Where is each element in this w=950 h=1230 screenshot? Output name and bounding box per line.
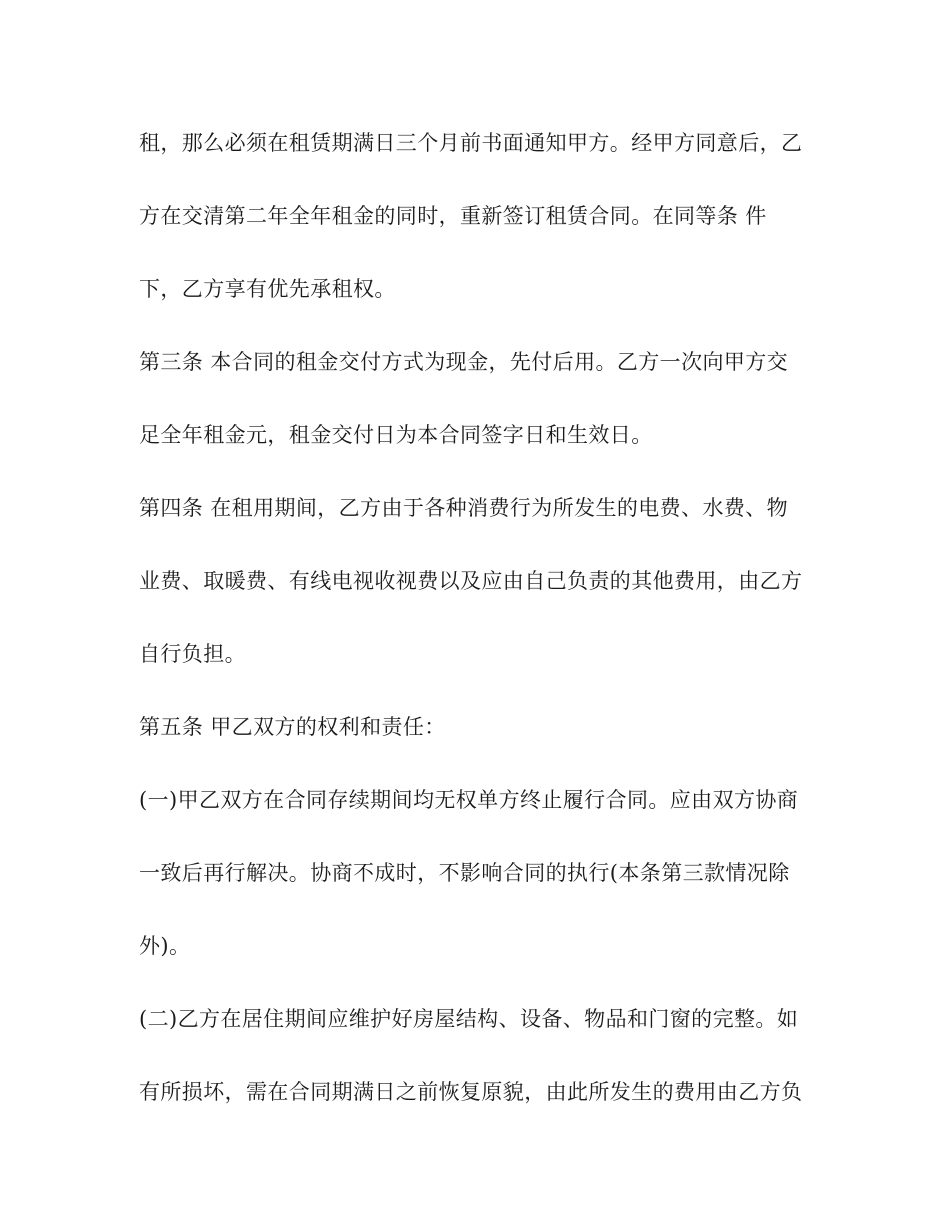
text-line: 外)。 bbox=[139, 934, 191, 958]
text-line: 一致后再行解决。协商不成时，不影响合同的执行(本条第三款情况除 bbox=[139, 861, 790, 885]
text-line: 第三条 本合同的租金交付方式为现金，先付后用。乙方一次向甲方交 bbox=[139, 350, 789, 374]
text-line: 自行负担。 bbox=[139, 642, 246, 666]
text-line: 租，那么必须在租赁期满日三个月前书面通知甲方。经甲方同意后，乙 bbox=[139, 131, 803, 155]
text-line: 方在交清第二年全年租金的同时，重新签订租赁合同。在同等条 件 bbox=[139, 204, 767, 228]
text-line: (一)甲乙双方在合同存续期间均无权单方终止履行合同。应由双方协商 bbox=[139, 788, 799, 812]
text-line: 第五条 甲乙双方的权利和责任： bbox=[139, 715, 446, 739]
text-line: (二)乙方在居住期间应维护好房屋结构、设备、物品和门窗的完整。如 bbox=[139, 1007, 799, 1031]
text-line: 业费、取暖费、有线电视收视费以及应由自己负责的其他费用，由乙方 bbox=[139, 569, 803, 593]
text-line: 足全年租金元，租金交付日为本合同签字日和生效日。 bbox=[139, 423, 653, 447]
text-line: 下，乙方享有优先承租权。 bbox=[139, 277, 396, 301]
text-line: 有所损坏，需在合同期满日之前恢复原貌，由此所发生的费用由乙方负 bbox=[139, 1080, 803, 1104]
text-line: 第四条 在租用期间，乙方由于各种消费行为所发生的电费、水费、物 bbox=[139, 496, 789, 520]
